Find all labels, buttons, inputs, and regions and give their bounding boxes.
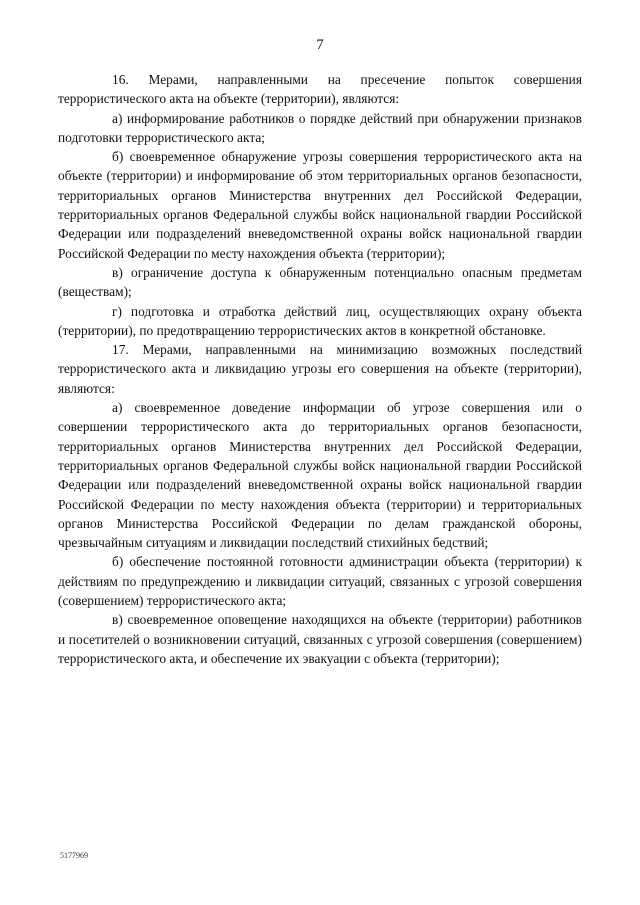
paragraph-16-c: в) ограничение доступа к обнаруженным потенциально опасным предметам (веществам);	[58, 264, 582, 300]
paragraph-17-intro: 17. Мерами, направленными на минимизацию возможных последствий террористического акта и ликвидацию угрозы его совершения на объекте (территории), являются:	[58, 342, 582, 396]
paragraph-17-a: а) своевременное доведение информации об угрозе совершения или о совершении террористического акта до территориальных органов безопасности, территориальных органов Министерства внутренних дел Российской Федерации, территориальных органов Федеральной службы войск национальной гвардии Российской Федерации или подразделений вневедомственной охраны войск национальной гвардии Российской Федерации по месту нахождения объекта (территории) и территориальных органов Министерства Российской Федерации по делам гражданской обороны, чрезвычайным ситуациям и ликвидации последствий стихийных бедствий;	[58, 400, 582, 551]
paragraph-17-c: в) своевременное оповещение находящихся на объекте (территории) работников и посетителей о возникновении ситуаций, связанных с угрозой совершения (совершением) террористического акта, и обеспечение их эвакуации с объекта (территории);	[58, 612, 582, 666]
document-id: 5177969	[60, 851, 88, 860]
paragraph-16-b: б) своевременное обнаружение угрозы совершения террористического акта на объекте (территории) и информирование об этом территориальных органов безопасности, территориальных органов Министерства внутренних дел Российской Федерации, территориальных органов Федеральной службы войск национальной гвардии Российской Федерации или подразделений вневедомственной охраны войск национальной гвардии Российской Федерации по месту нахождения объекта (территории);	[58, 149, 582, 261]
paragraph-16-d: г) подготовка и отработка действий лиц, осуществляющих охрану объекта (территории), по предотвращению террористических актов в конкретной обстановке.	[58, 303, 582, 338]
paragraph-16-intro: 16. Мерами, направленными на пресечение попыток совершения террористического акта на объекте (территории), являются:	[58, 72, 582, 107]
paragraph-17-b: б) обеспечение постоянной готовности администрации объекта (территории) к действиям по предупреждению и ликвидации ситуаций, связанных с угрозой совершения (совершением) террористического акта;	[58, 554, 582, 609]
paragraph-16-a: а) информирование работников о порядке действий при обнаружении признаков подготовки террористического акта;	[58, 110, 582, 145]
page-number: 7	[316, 37, 324, 53]
document-body	[58, 70, 582, 668]
